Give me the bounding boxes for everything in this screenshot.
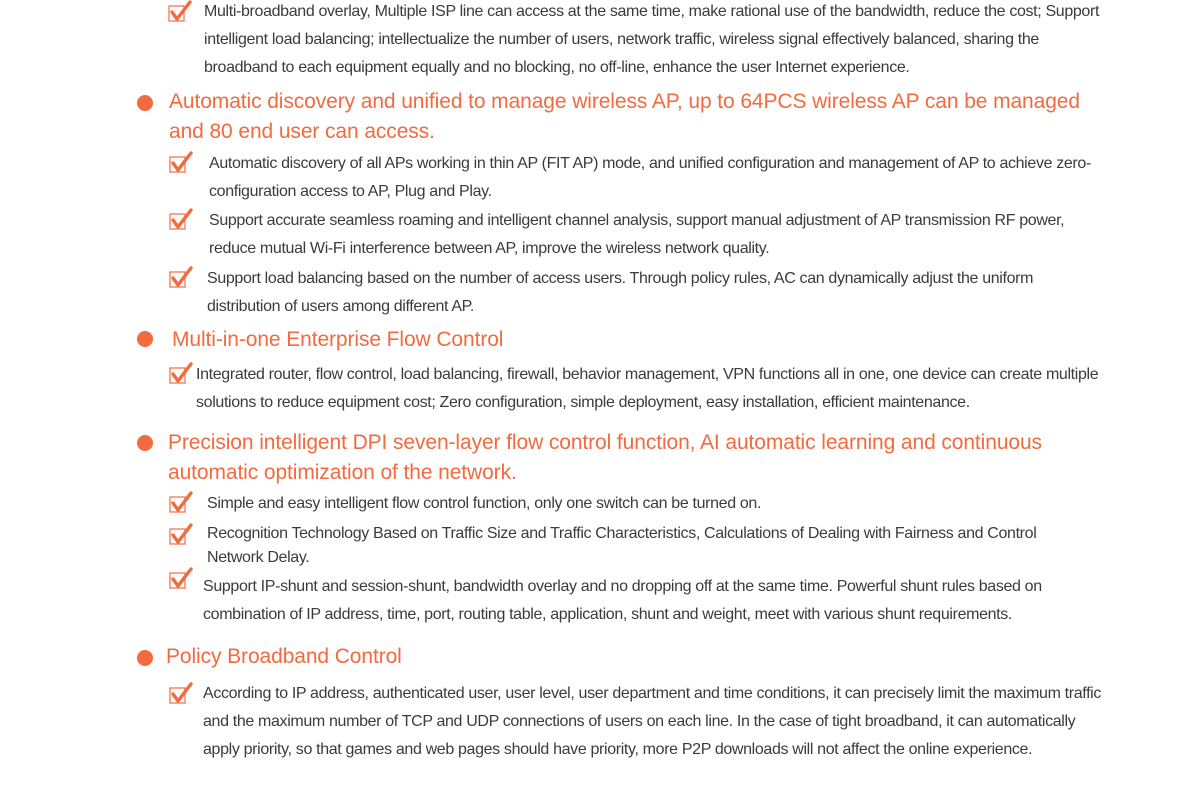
bullet-dot-icon — [137, 331, 153, 347]
feature-item-text: Integrated router, flow control, load balancing, firewall, behavior management, VPN functions all in one, one device can create multiple solutions to reduce equipment cost; Zero configuration, simple deployment, easy installation, efficient maintenance. — [196, 366, 1099, 411]
checkmark-icon — [169, 682, 193, 706]
checkmark-icon — [169, 491, 193, 515]
bullet-dot-icon — [137, 435, 153, 451]
section-heading: Multi-in-one Enterprise Flow Control — [172, 328, 504, 351]
section-heading: Precision intelligent DPI seven-layer flow control function, AI automatic learning and continuous automatic optimization of the network. — [168, 431, 1042, 484]
feature-item-text: Automatic discovery of all APs working in thin AP (FIT AP) mode, and unified configuration and management of AP to achieve zero-configuration access to AP, Plug and Play. — [209, 155, 1091, 200]
section-heading: Automatic discovery and unified to manage wireless AP, up to 64PCS wireless AP can be managed and 80 end user can access. — [169, 90, 1080, 143]
checkmark-icon — [168, 0, 192, 24]
checkmark-icon — [169, 567, 193, 591]
feature-item-text: Support load balancing based on the number of access users. Through policy rules, AC can dynamically adjust the uniform distribution of users among different AP. — [207, 270, 1034, 315]
feature-item-text: Support accurate seamless roaming and intelligent channel analysis, support manual adjustment of AP transmission RF power, reduce mutual Wi-Fi interference between AP, improve the wireless network quality. — [209, 212, 1065, 257]
feature-item-text: According to IP address, authenticated user, user level, user department and time conditions, it can precisely limit the maximum traffic and the maximum number of TCP and UDP connections of users on each line. In the case of tight broadband, it can automatically apply priority, so that games and web pages should have priority, more P2P downloads will not affect the online experience. — [203, 685, 1102, 758]
checkmark-icon — [169, 523, 193, 547]
feature-item-text: Recognition Technology Based on Traffic Size and Traffic Characteristics, Calculations of Dealing with Fairness and Control Network Delay. — [207, 525, 1037, 566]
bullet-dot-icon — [137, 95, 153, 111]
feature-item-text: Simple and easy intelligent flow control function, only one switch can be turned on. — [207, 495, 762, 512]
bullet-dot-icon — [137, 650, 153, 666]
checkmark-icon — [169, 266, 193, 290]
checkmark-icon — [169, 362, 193, 386]
checkmark-icon — [169, 208, 193, 232]
feature-item-text: Multi-broadband overlay, Multiple ISP line can access at the same time, make rational use of the bandwidth, reduce the cost; Support intelligent load balancing; intellectualize the number of users, network traffic, wireless signal effectively balanced, sharing the broadband to each equipment equally and no blocking, no off-line, enhance the user Internet experience. — [204, 3, 1100, 76]
checkmark-icon — [169, 151, 193, 175]
feature-item-text: Support IP-shunt and session-shunt, bandwidth overlay and no dropping off at the same time. Powerful shunt rules based on combination of IP address, time, port, routing table, application, shunt and weight, meet with various shunt requirements. — [203, 578, 1042, 623]
section-heading: Policy Broadband Control — [166, 645, 402, 668]
